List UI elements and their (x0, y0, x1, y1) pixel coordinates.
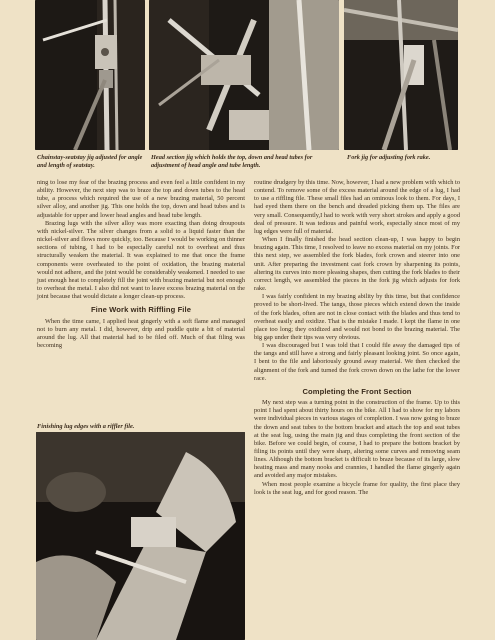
right-paragraph-1: routine drudgery by this time. Now, however, I had a new problem with which to contend. To remove some of the excess material around the edge of a lug, I had to use a riffling file. These small files had an ominous look to them. For days, I had eyed them there on the bench and dreaded picking them up. The files are very small. Consequently,I had to work with very short strokes and apply a good deal of pressure. It was tedious and painful work, especially since most of my lug edges were full of material. (254, 179, 460, 235)
right-section-heading: Completing the Front Section (302, 386, 412, 396)
right-paragraph-3: I was fairly confident in my brazing ability by this time, but that confidence proved to be short-lived. The tangs, those pieces which extend down the inside of the fork blades, often are not in close contact with the blades and thus tend to overheat easily and oxidize. That is the mistake I made. I kept the flame in one place too long; they oxidized and would not bond to the brazing material. The big gap under their tips was very obvious. (254, 293, 460, 341)
left-paragraph-3: When the time came, I applied heat gingerly with a soft flame and managed not to burn any metal. I did, however, drip and puddle quite a bit of material around the lug. All that material had to be filed off. Much of that filing was becoming (37, 317, 245, 349)
chainstay-jig-caption: Chainstay-seatstay jig adjusted for angle and length of seatstay. (37, 154, 143, 169)
filing-photo (36, 432, 245, 640)
left-section-heading: Fine Work with Riffling File (90, 305, 192, 315)
fork-jig-caption: Fork jig for adjusting fork rake. (347, 154, 431, 161)
left-paragraph-2: Brazing lugs with the silver alloy was more exacting than doing droupouts with nickel-silver. The silver changes from a solid to a liquid faster than the nickel-silver and flows more quickly, too. Because I would be working on thinner sections of tubing, I had to be especially careful not to overheat and thus structurally weaken the material. It was explained to me that once the frame components were overheated to the point of oxidation, the brazing material would not adhere, and the joint would be considerably weakened. I needed to use just enough heat to completely fill the joint with brazing material but not enough to overheat the metal. I also did not want to leave excess brazing material on the joint because that would dictate a longer clean-up process. (37, 219, 245, 301)
filing-caption: Finishing lug edges with a riffler file. (37, 423, 135, 430)
right-paragraph-6: When most people examine a bicycle frame for quality, the first place they look is the seat lug, and for good reason. The (254, 480, 460, 496)
left-paragraph-1: ning to lose my fear of the brazing process and even feel a little confident in my ability. However, the next step was to braze the top and down tubes to the head tube, a process which required the use of a new brazing material, 50 percent silver alloy, and another jig. This one holds the top, down and head tubes and is adjustable for upper and lower head angles and head tube length. (37, 179, 245, 219)
fork-jig-photo (344, 0, 458, 150)
head-section-jig-photo (149, 0, 339, 150)
right-paragraph-5: My next step was a turning point in the construction of the frame. Up to this point I had spent about thirty hours on the bike. All I had to show for my labors were individual pieces in various stages of completion. I was now going to braze the down and seat tubes to the bottom bracket and attach the top and seat tubes at the seat lug, using the main jig and thus completing the front section of the bike. Before we could begin, of course, I had to prepare the bottom bracket by filing its points until they were sharp, altering some curves and removing seam lines. Although the bottom bracket is difficult to braze because of its large, slow heating mass and many nooks and crannies, I handled the flame gingerly again and avoided any major mistakes. (254, 399, 460, 480)
left-column (37, 179, 245, 350)
right-paragraph-4: I was discouraged but I was told that I could file away the damaged tips of the tangs and still have a strong and fairly pleasant looking joint. So once again, I bent to the file and laboriously ground away material. We then checked the alignment of the fork and turned the fork crown down on the lathe for the lower race. (254, 342, 460, 382)
right-paragraph-2: When I finally finished the head section clean-up, I was happy to begin brazing again. This time, I resolved to leave no excess material on my joints. For this next step, we assembled the fork blades, fork crown and steerer into one unit. After preparing the investment cast fork crown by sharpening its points, altering its curves into more pleasing shapes, then cutting the fork blades to their correct length, we assembled the pieces in the fork jig which adjusts for fork rake. (254, 236, 460, 293)
head-section-jig-caption: Head section jig which holds the top, down and head tubes for adjustment of head angle and tube length. (151, 154, 313, 169)
right-column (254, 179, 460, 497)
chainstay-jig-photo (35, 0, 145, 150)
